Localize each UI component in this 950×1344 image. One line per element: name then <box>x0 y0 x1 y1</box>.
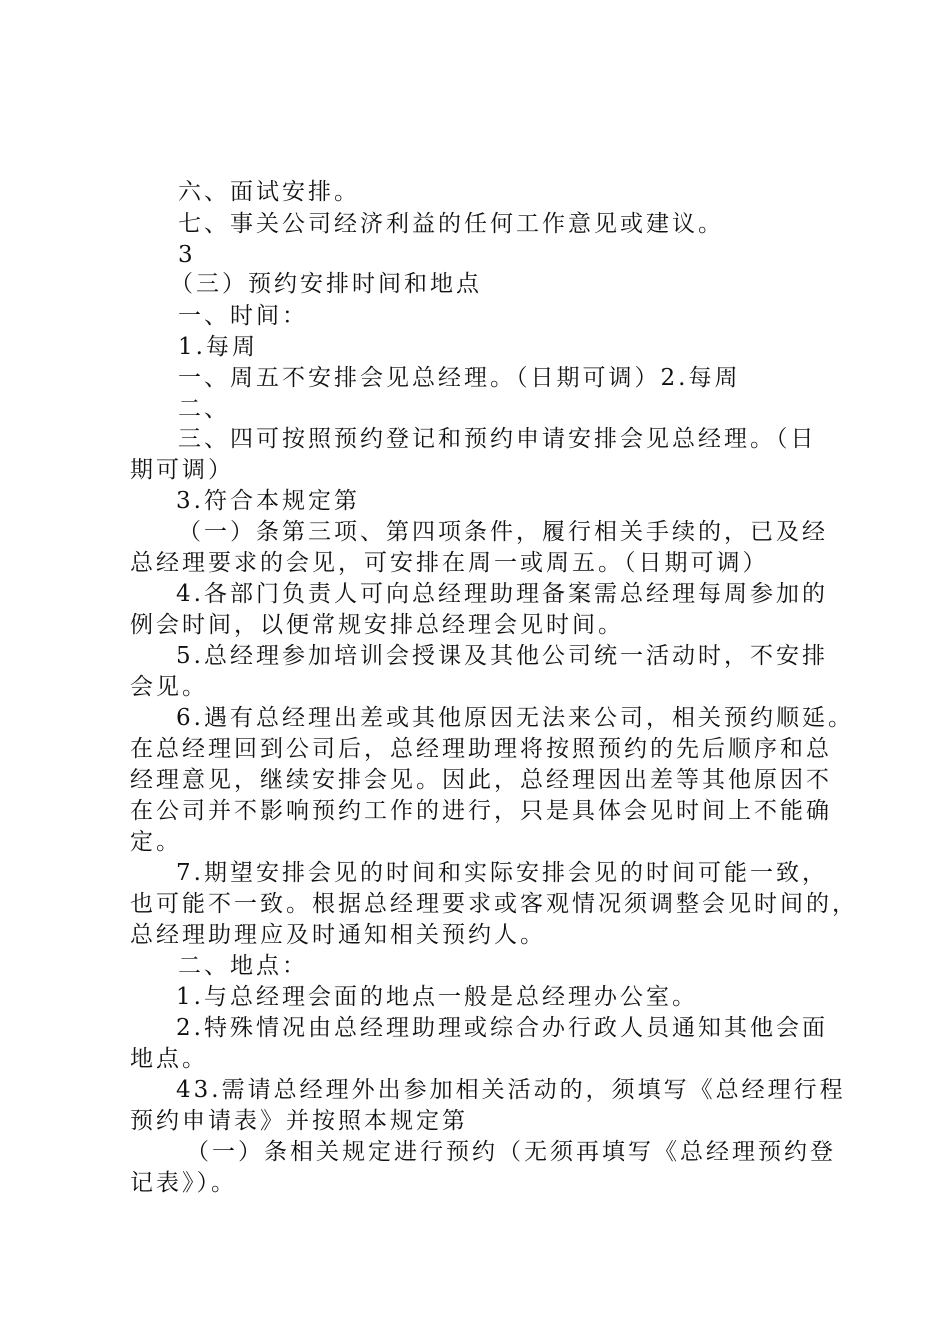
text-line-29: 地点。 <box>130 1046 208 1072</box>
text-line-22: 定。 <box>130 829 182 855</box>
text-line-8: 二、 <box>178 396 230 422</box>
text-line-15: 例会时间，以便常规安排总经理会见时间。 <box>130 612 624 638</box>
text-line-27: 1.与总经理会面的地点一般是总经理办公室。 <box>176 984 698 1010</box>
text-line-18: 6.遇有总经理出差或其他原因无法来公司，相关预约顺延。 <box>176 705 854 731</box>
section-heading: （三）预约安排时间和地点 <box>170 271 482 297</box>
text-line-11: 3.符合本规定第 <box>176 488 360 514</box>
text-line-28: 2.特殊情况由总经理助理或综合办行政人员通知其他会面 <box>176 1015 828 1041</box>
subheading-location: 二、地点： <box>178 953 308 979</box>
text-line-7: 一、周五不安排会见总经理。（日期可调）2.每周 <box>178 365 741 391</box>
text-line-20: 经理意见，继续安排会见。因此，总经理因出差等其他原因不 <box>130 767 832 793</box>
text-line-32: （一）条相关规定进行预约（无须再填写《总经理预约登 <box>186 1139 836 1165</box>
text-line-1: 六、面试安排。 <box>178 179 360 205</box>
text-line-12: （一）条第三项、第四项条件，履行相关手续的，已及经 <box>178 519 828 545</box>
text-line-24: 也可能不一致。根据总经理要求或客观情况须调整会见时间的， <box>130 891 858 917</box>
text-line-19: 在总经理回到公司后，总经理助理将按照预约的先后顺序和总 <box>130 736 832 762</box>
text-line-25: 总经理助理应及时通知相关预约人。 <box>130 922 546 948</box>
text-line-33: 记表》）。 <box>130 1170 237 1196</box>
text-line-9: 三、四可按照预约登记和预约申请安排会见总经理。（日 <box>178 426 817 452</box>
text-line-10: 期可调） <box>130 457 234 483</box>
text-line-31: 预约申请表》并按照本规定第 <box>130 1108 468 1134</box>
subheading-time: 一、时间： <box>178 303 308 329</box>
text-line-30: 43.需请总经理外出参加相关活动的，须填写《总经理行程 <box>176 1077 846 1103</box>
text-line-21: 在公司并不影响预约工作的进行，只是具体会见时间上不能确 <box>130 798 832 824</box>
text-line-14: 4.各部门负责人可向总经理助理备案需总经理每周参加的 <box>176 581 828 607</box>
text-line-2: 七、事关公司经济利益的任何工作意见或建议。 <box>178 211 724 237</box>
text-line-13: 总经理要求的会见，可安排在周一或周五。（日期可调） <box>130 550 769 576</box>
page-number-line: 3 <box>178 242 196 268</box>
text-line-23: 7.期望安排会见的时间和实际安排会见的时间可能一致， <box>176 860 828 886</box>
text-line-16: 5.总经理参加培训会授课及其他公司统一活动时，不安排 <box>176 643 828 669</box>
text-line-6: 1.每周 <box>178 334 258 360</box>
text-line-17: 会见。 <box>130 674 208 700</box>
